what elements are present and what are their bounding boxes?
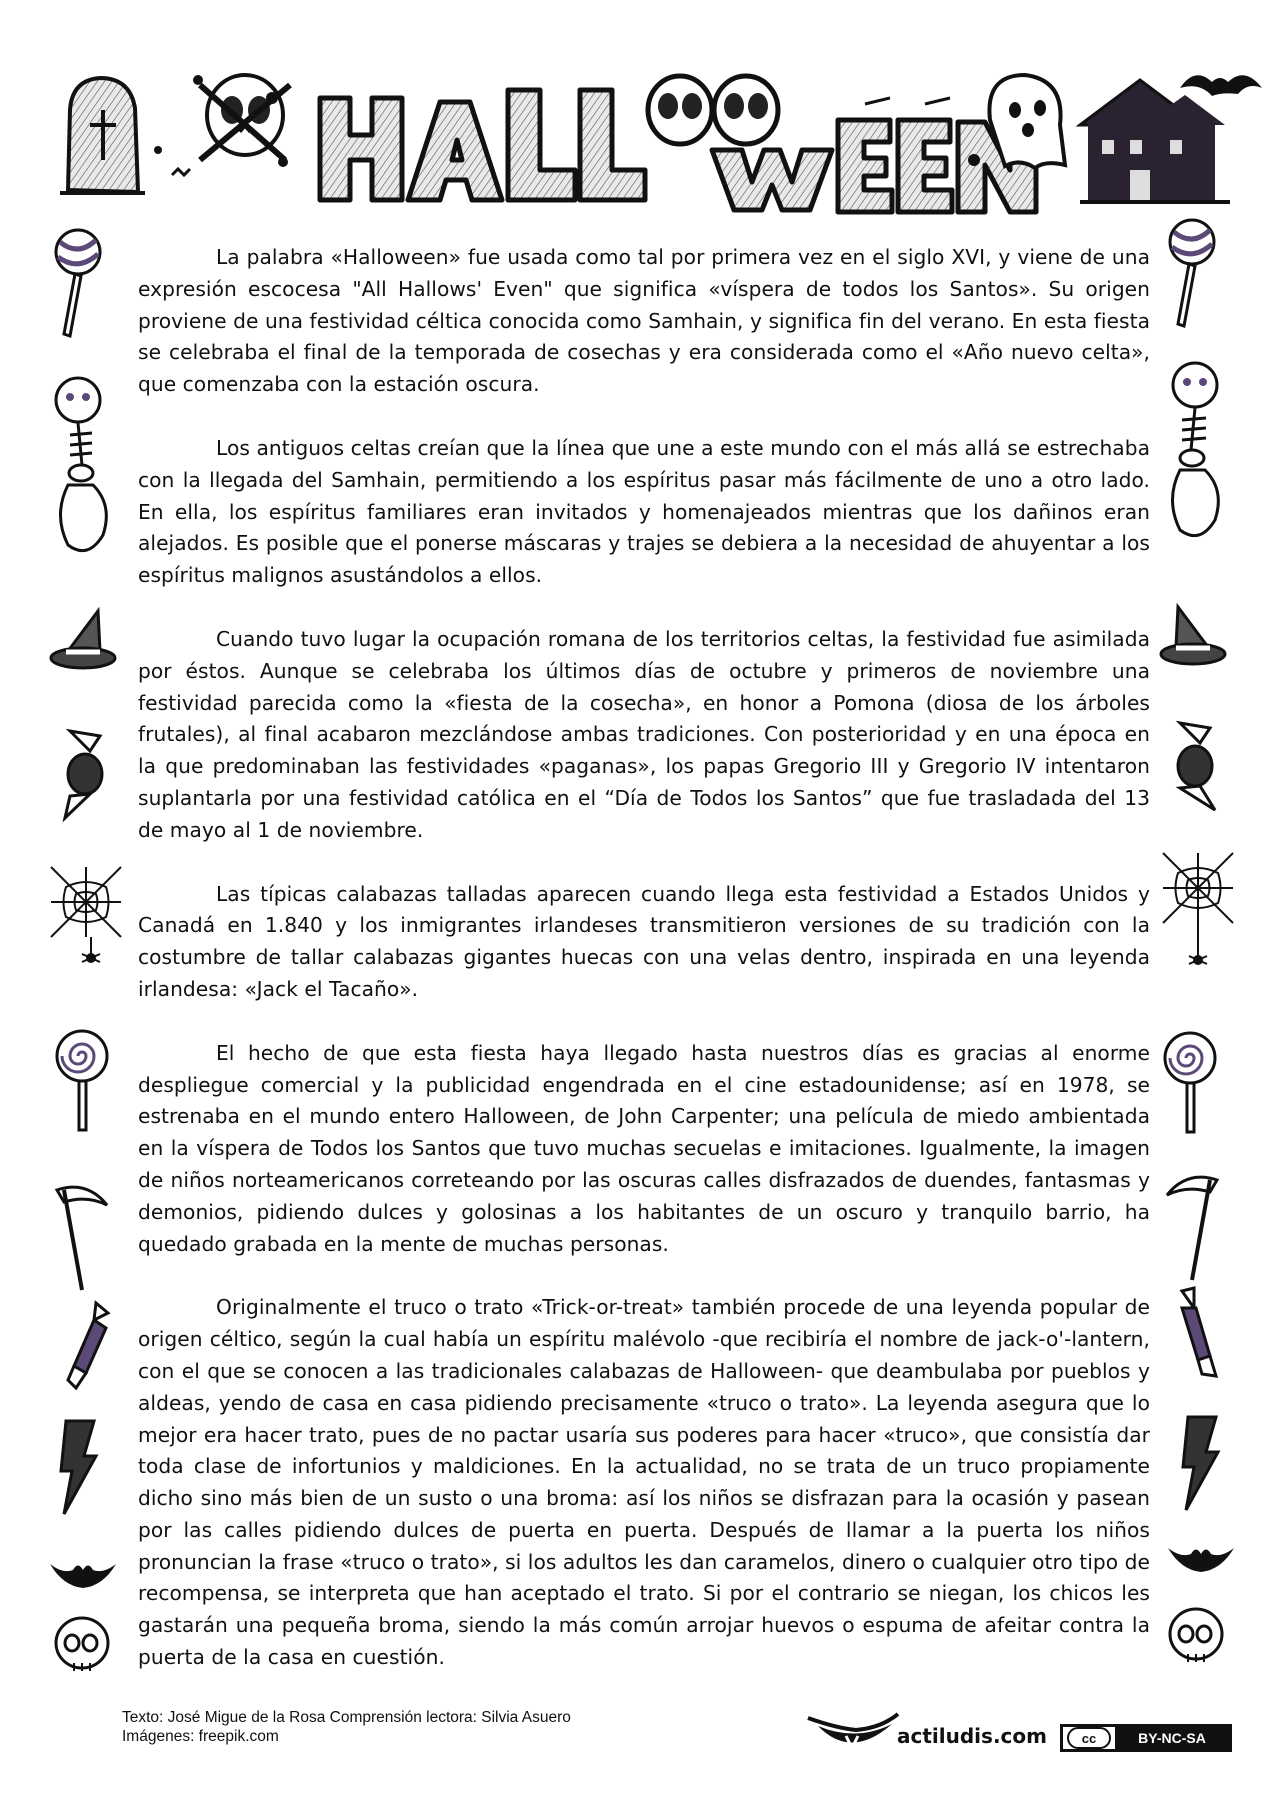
spiral-lollipop-icon — [52, 1026, 112, 1136]
skull-small-icon — [52, 1615, 112, 1675]
witch-hat-icon — [48, 606, 118, 676]
paragraph-4: Las típicas calabazas talladas aparecen cuando llega esta festividad a Estados Unidos y Canadá en 1.840 y los inmigrantes irlandeses transmitieron versiones de su tradición con la costumbre de tallar calabazas gigantes huecas con una velas dentro, inspirada en una leyenda irlandesa: «Jack el Tacaño». — [138, 881, 1150, 1001]
license-text: BY-NC-SA — [1115, 1727, 1229, 1749]
credits — [122, 1708, 571, 1746]
scythe-right-icon — [1162, 1170, 1222, 1285]
skeleton-icon — [48, 375, 118, 565]
paragraph-3: Cuando tuvo lugar la ocupación romana de los territorios celtas, la festividad fue asimilada por éstos. Aunque se celebraba los últimos días de octubre y primeros de noviembre una festividad parecida como la «fiesta de la cosecha», en honor a Pomona (diosa de los árboles frutales), al final acabaron mezclándose ambas tradiciones. Con posterioridad y en una época en la que predominaban las festividades «paganas», los papas Gregorio III y Gregorio IV intentaron suplantarla por una festividad católica en el “Día de Todos los Santos” que fue trasladada del 13 de mayo al 1 de noviembre. — [138, 626, 1150, 842]
skull-crossbones-icon — [193, 75, 290, 167]
candy-icon — [60, 726, 110, 821]
bat-small-right-icon — [1166, 1540, 1236, 1580]
paragraph-2: Los antiguos celtas creían que la línea que une a este mundo con el más allá se estrechaba con la llegada del Samhain, permitiendo a los espíritus pasar más fácilmente de uno a otro lado. En ella, los espíritus familiares eran invitados y homenajeados mientras que los dañinos eran alejados. Es posible que el ponerse máscaras y trajes se debiera a la necesidad de ahuyentar a los espíritus malignos asustándolos a ellos. — [138, 435, 1150, 588]
lightning-icon — [56, 1416, 101, 1516]
page-header — [0, 0, 1280, 225]
halloween-title-banner — [0, 0, 1280, 225]
paragraph-1: La palabra «Halloween» fue usada como tal por primera vez en el siglo XVI, y viene de una expresión escocesa "All Hallows' Even" que significa «víspera de todos los Santos». Su origen proviene de una festividad céltica conocida como Samhain, y significa fin del verano. En esta fiesta se celebraba el final de la temporada de cosechas y era considerada como el «Año nuevo celta», que comenzaba con la estación oscura. — [138, 245, 1150, 397]
ghost-icon — [989, 75, 1065, 168]
cc-icon: cc — [1067, 1727, 1111, 1749]
skeleton-right-icon — [1160, 360, 1230, 550]
cc-license-badge[interactable] — [1060, 1724, 1232, 1752]
haunted-house-icon — [1080, 80, 1230, 202]
tombstone-icon — [60, 78, 145, 193]
article-body — [138, 242, 1150, 1706]
lollipop-right-icon — [1162, 212, 1222, 332]
spiral-lollipop-right-icon — [1160, 1028, 1220, 1138]
witch-hat-right-icon — [1158, 602, 1228, 672]
purple-candy-right-icon — [1172, 1286, 1222, 1381]
halloween-lettering — [320, 76, 1036, 212]
paragraph-6: Originalmente el truco o trato «Trick-or-treat» también procede de una leyenda popular de origen céltico, según la cual había un espíritu malévolo -que recibiría el nombre de jack-o'-lantern, con el que se conocen a las tradicionales calabazas de Halloween- que deambulaba por pueblos y aldeas, yendo de casa en casa pidiendo precisamente «truco o trato». La leyenda asegura que lo mejor era hacer trato, pues de no pactar usaría sus poderes para hacer «truco», que consistía dar toda clase de infortunios y maldiciones. En la actualidad, no se trata de un truco propiamente dicho sino más bien de un susto o una broma: así los niños se disfrazan para la ocasión y pasean por las calles pidiendo dulces de puerta en puerta. Después de llamar a la puerta los niños pronuncian la frase «truco o trato», si los adultos les dan caramelos, dinero o cualquier otro tipo de recompensa, se interpreta que han aceptado el trato. Si por el contrario se niegan, los chicos les gastarán una pequeña broma, siendo la más común arrojar huevos o espuma de afeitar contra la puerta de la casa en cuestión. — [138, 1295, 1150, 1670]
spiderweb-right-icon — [1158, 848, 1238, 973]
bat-small-icon — [48, 1556, 118, 1596]
scythe-icon — [52, 1180, 112, 1295]
skull-small-right-icon — [1166, 1606, 1226, 1666]
credits-text: Texto: José Migue de la Rosa Comprensión lectora: Silvia Asuero — [122, 1709, 571, 1726]
spiderweb-icon — [46, 862, 126, 972]
credits-images: Imágenes: freepik.com — [122, 1728, 279, 1745]
paragraph-5: El hecho de que esta fiesta haya llegado hasta nuestros días es gracias al enorme despliegue comercial y la publicidad engendrada en el cine estadounidense; así en 1978, se estrenaba en el mundo entero Halloween, de John Carpenter; una película de miedo ambientada en la víspera de Todos los Santos que tuvo muchas secuelas e imitaciones. Igualmente, la imagen de niños norteamericanos correteando por las oscuras calles disfrazados de duendes, fantasmas y demonios, pidiendo dulces y golosinas a los habitantes de un oscuro y tranquilo barrio, ha quedado grabada en la mente de muchas personas. — [138, 1040, 1150, 1256]
lollipop-icon — [48, 222, 108, 342]
candy-right-icon — [1170, 718, 1220, 813]
purple-candy-icon — [66, 1298, 116, 1393]
actiludis-link[interactable]: actiludis.com — [897, 1724, 1047, 1748]
lightning-right-icon — [1178, 1412, 1223, 1512]
bat-icon — [1180, 75, 1262, 96]
